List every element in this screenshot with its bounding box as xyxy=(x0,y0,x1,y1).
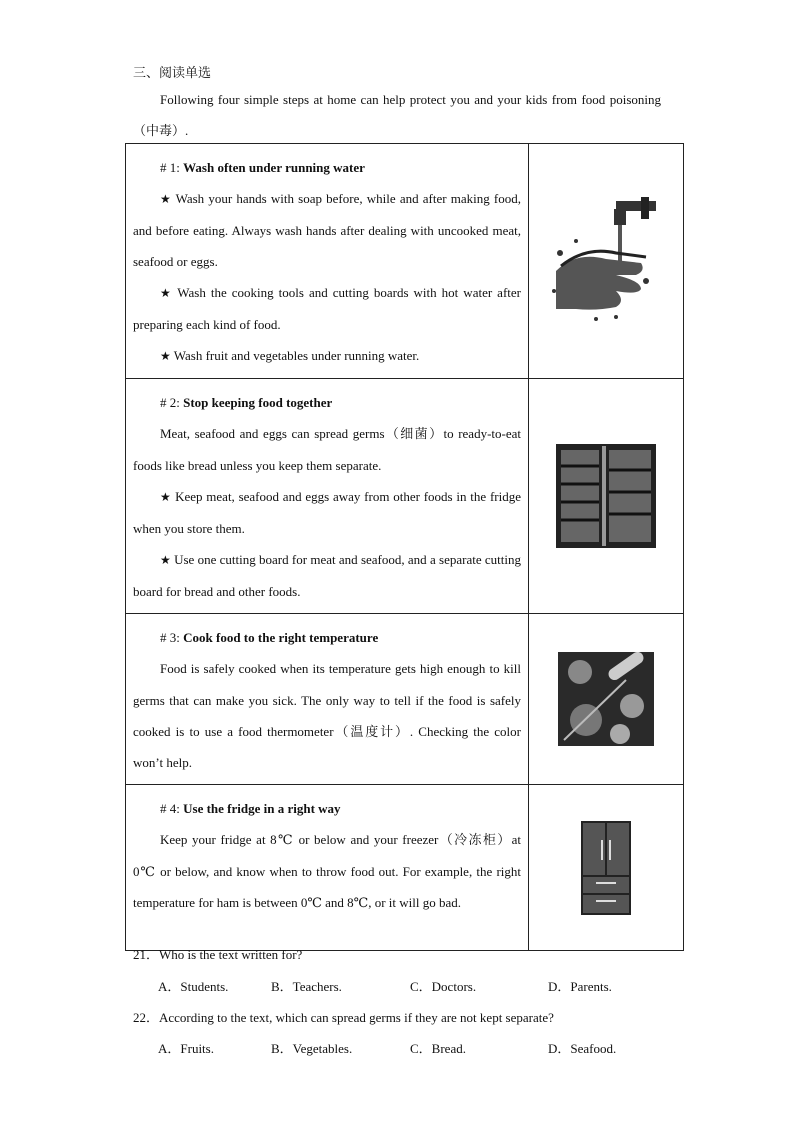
star-icon: ★ xyxy=(160,286,173,300)
steps-table xyxy=(125,143,684,951)
step-row-3 xyxy=(126,614,684,785)
step-row-1 xyxy=(126,144,684,379)
step-paragraph: Keep your fridge at 8℃ or below and your freezer（冷冻柜）at 0℃ or below, and know when to throw food out. For example, the right temperature for ham is between 0℃ and 8℃, or it will go bad. xyxy=(133,832,521,910)
option-c[interactable]: C．Doctors. xyxy=(410,979,477,994)
food-thermometer-icon xyxy=(556,650,656,748)
step-text-cell xyxy=(126,785,529,951)
option-b[interactable]: B．Teachers. xyxy=(271,979,342,994)
step-row-2 xyxy=(126,379,684,614)
refrigerator-icon xyxy=(576,820,636,916)
step-paragraph: Meat, seafood and eggs can spread germs（细菌）to ready-to-eat foods like bread unless you keep them separate. xyxy=(133,426,521,473)
step-title: # 4: Use the fridge in a right way xyxy=(160,801,341,816)
star-icon: ★ xyxy=(160,490,172,504)
step-image-cell xyxy=(529,614,684,785)
step-title: # 2: Stop keeping food together xyxy=(160,395,333,410)
option-a[interactable]: A．Students. xyxy=(158,979,229,994)
step-paragraph: ★ Wash the cooking tools and cutting boards with hot water after preparing each kind of food. xyxy=(133,285,521,332)
section-title: 三、阅读单选 xyxy=(133,66,212,81)
step-text-cell xyxy=(126,614,529,785)
step-paragraph: ★ Use one cutting board for meat and seafood, and a separate cutting board for bread and other foods. xyxy=(133,552,521,599)
option-c[interactable]: C．Bread. xyxy=(410,1041,466,1056)
star-icon: ★ xyxy=(160,192,172,206)
step-image-cell xyxy=(529,379,684,614)
option-d[interactable]: D．Seafood. xyxy=(548,1041,617,1056)
step-image-cell xyxy=(529,785,684,951)
step-paragraph: ★ Keep meat, seafood and eggs away from other foods in the fridge when you store them. xyxy=(133,489,521,536)
question-stem: 21．Who is the text written for? xyxy=(133,947,303,962)
star-icon: ★ xyxy=(160,349,171,363)
step-paragraph: Food is safely cooked when its temperature gets high enough to kill germs that can make you sick. The only way to tell if the food is safely cooked is to use a food thermometer（温度计）. Checking the color won’t help. xyxy=(133,661,521,770)
step-text-cell xyxy=(126,144,529,379)
step-title: # 1: Wash often under running water xyxy=(160,160,365,175)
step-image-cell xyxy=(529,144,684,379)
option-b[interactable]: B．Vegetables. xyxy=(271,1041,353,1056)
step-text-cell xyxy=(126,379,529,614)
step-title: # 3: Cook food to the right temperature xyxy=(160,630,379,645)
washing-hands-icon xyxy=(546,191,666,331)
step-paragraph: ★ Wash fruit and vegetables under running water. xyxy=(160,348,420,363)
step-row-4 xyxy=(126,785,684,951)
option-d[interactable]: D．Parents. xyxy=(548,979,612,994)
question-stem: 22．According to the text, which can spread germs if they are not kept separate? xyxy=(133,1010,554,1025)
star-icon: ★ xyxy=(160,553,171,567)
step-paragraph: ★ Wash your hands with soap before, while and after making food, and before eating. Always wash hands after dealing with uncooked meat, seafood or eggs. xyxy=(133,191,521,269)
open-fridge-icon xyxy=(551,436,661,556)
option-a[interactable]: A．Fruits. xyxy=(158,1041,214,1056)
intro-paragraph: Following four simple steps at home can help protect you and your kids from food poisoning（中毒）. xyxy=(133,92,661,138)
